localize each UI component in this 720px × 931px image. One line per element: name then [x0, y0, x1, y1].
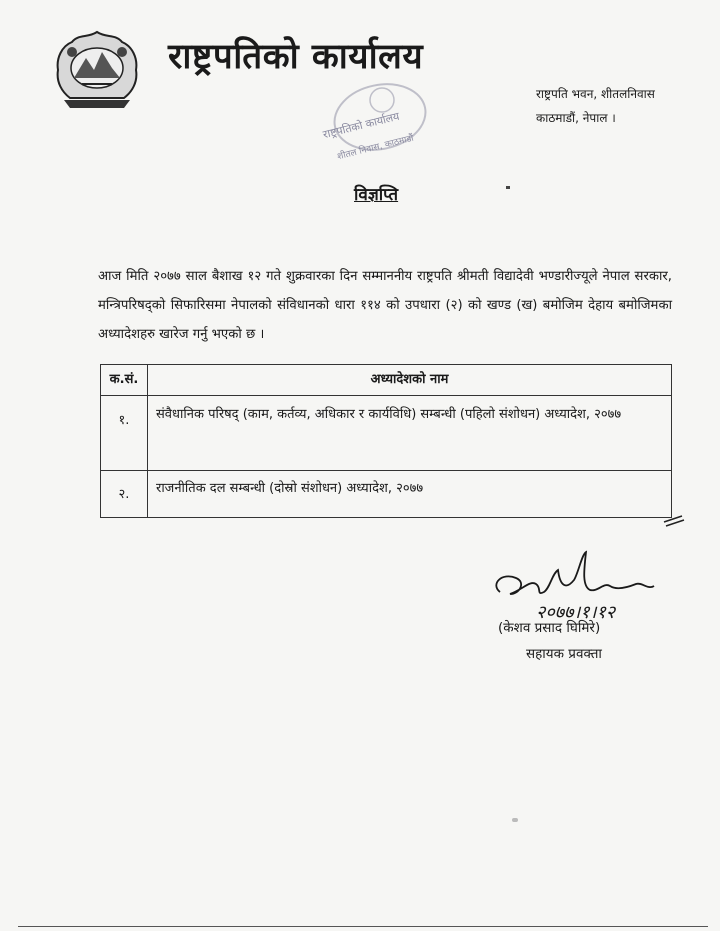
table-row — [101, 396, 672, 471]
serial-number-header: क.सं. — [101, 365, 148, 396]
ink-dot — [506, 186, 510, 189]
nepal-emblem-icon — [52, 28, 142, 112]
ordinance-table — [100, 364, 672, 518]
address-line-1: राष्ट्रपति भवन, शीतलनिवास — [536, 87, 655, 101]
table-header-row — [101, 365, 672, 396]
end-mark-icon — [662, 512, 686, 528]
signer-title: सहायक प्रवक्ता — [526, 646, 602, 662]
address-line-2: काठमाडौं, नेपाल । — [536, 111, 616, 125]
signer-name: (केशव प्रसाद घिमिरे) — [498, 620, 601, 636]
office-title: राष्ट्रपतिको कार्यालय — [168, 37, 424, 77]
table-row — [101, 471, 672, 518]
svg-text:२०७७।१।१२: २०७७।१।१२ — [536, 602, 616, 623]
handwritten-signature — [486, 544, 666, 624]
row-ordinance-name: संवैधानिक परिषद् (काम, कर्तव्य, अधिकार र कार्यविधि) सम्बन्धी (पहिलो संशोधन) अध्यादेश, २०७७ — [148, 396, 672, 471]
paper-speck — [512, 818, 518, 822]
row-serial-number: २. — [101, 471, 148, 518]
bottom-rule — [18, 926, 708, 927]
stamp-text-line2: शीतल निवास, काठमाडौं — [336, 133, 415, 163]
row-ordinance-name: राजनीतिक दल सम्बन्धी (दोस्रो संशोधन) अध्यादेश, २०७७ — [148, 471, 672, 518]
office-address — [536, 82, 655, 130]
notice-heading: विज्ञप्ति — [354, 185, 399, 205]
row-serial-number: १. — [101, 396, 148, 471]
ordinance-name-header: अध्यादेशको नाम — [148, 365, 672, 396]
stamp-text-line1: राष्ट्रपतिको कार्यालय — [321, 109, 401, 142]
notice-body: आज मिति २०७७ साल बैशाख १२ गते शुक्रवारका दिन सम्माननीय राष्ट्रपति श्रीमती विद्यादेवी भण्डारीज्यूले नेपाल सरकार, मन्त्रिपरिषद्को सिफारिसमा नेपालको संविधानको धारा ११४ को उपधारा (२) को खण्ड (ख) बमोजिम देहाय बमोजिमका अध्यादेशहरु खारेज गर्नु भएको छ । — [98, 269, 672, 342]
